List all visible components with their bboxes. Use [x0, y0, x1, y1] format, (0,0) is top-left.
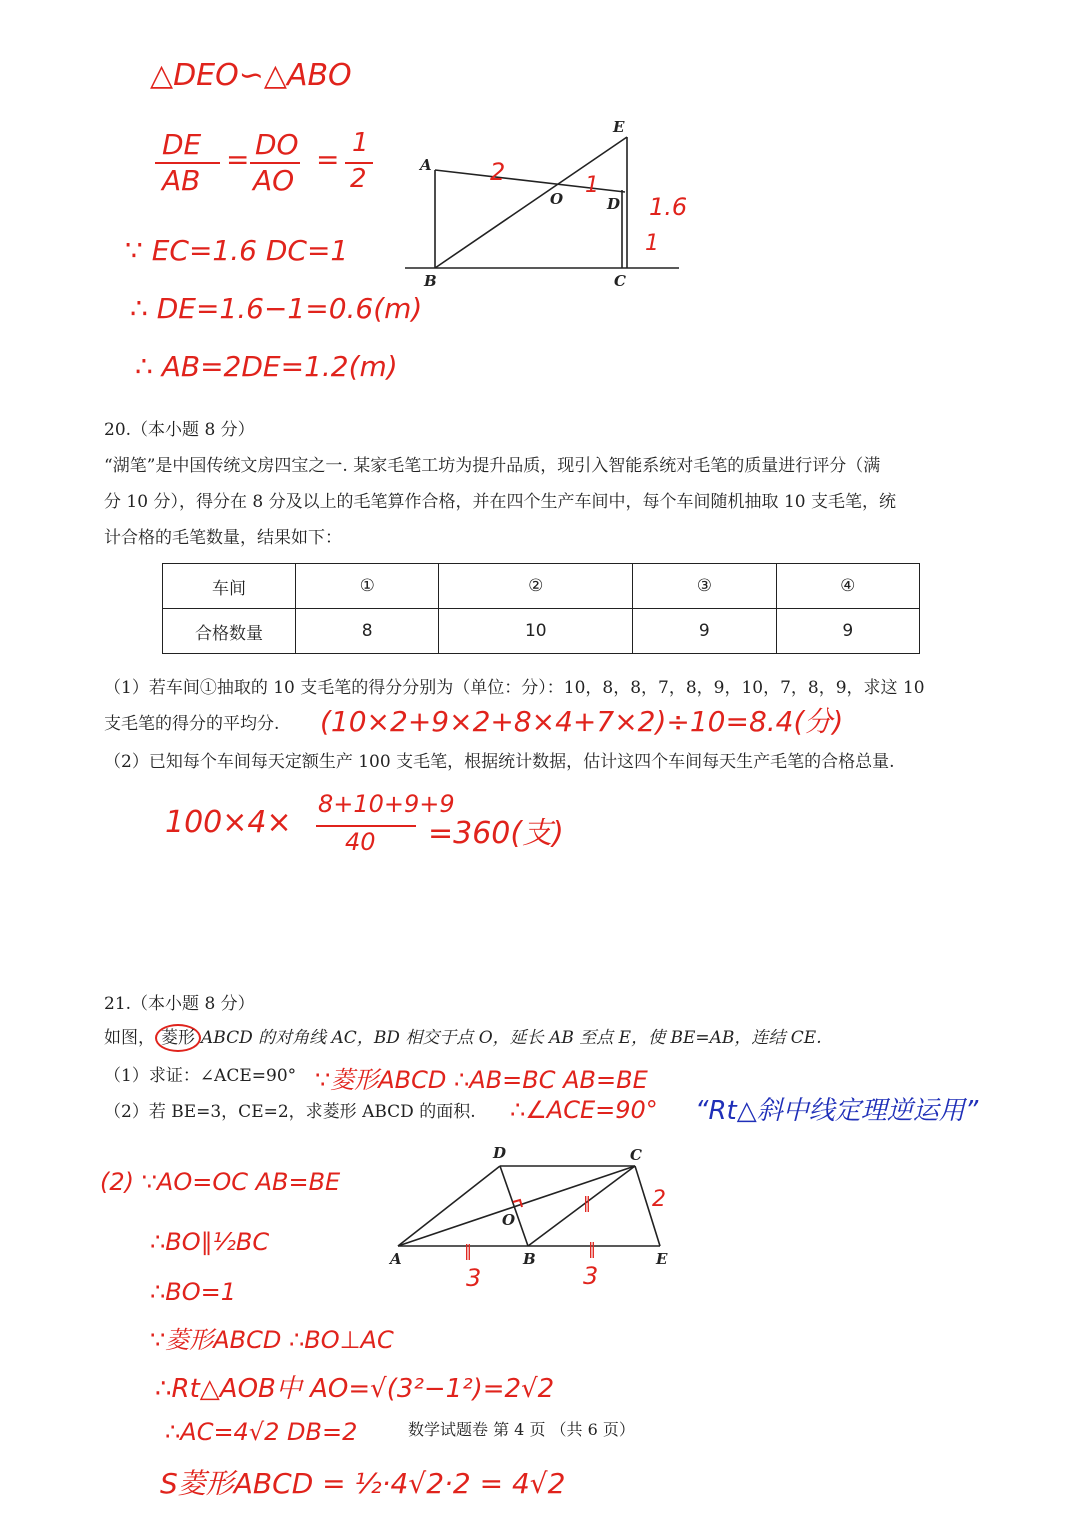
q21-label-b: B	[523, 1250, 536, 1268]
q19-label-e: E	[613, 118, 625, 136]
q21-line-bc	[528, 1166, 635, 1246]
q21-paragraph	[104, 1024, 984, 1052]
table-cell: 8	[296, 609, 439, 654]
q21-step-3: ∴BO=1	[150, 1278, 237, 1306]
q20-sub2-answer-right: =360(支)	[428, 816, 564, 851]
q21-step-7: S菱形ABCD = ½·4√2·2 = 4√2	[160, 1467, 566, 1500]
q19-ratio-ab: AB	[162, 164, 201, 197]
q21-sub1-answer-cont: ∴∠ACE=90°	[510, 1096, 658, 1124]
q21-tick-ab: ‖	[464, 1241, 472, 1260]
table-header-cell: ①	[296, 564, 439, 609]
q21-tick-bc: ‖	[583, 1193, 591, 1212]
q21-sub1-question: （1）求证：∠ACE=90°	[104, 1066, 297, 1086]
q21-sub1-answer: ∵菱形ABCD ∴AB=BC AB=BE	[315, 1066, 648, 1094]
q19-label-d: D	[607, 195, 621, 213]
q19-step-de: ∴ DE=1.6−1=0.6(m)	[130, 292, 423, 325]
table-row	[163, 564, 920, 609]
q21-label-a: A	[390, 1250, 402, 1268]
q19-similar-statement: △DEO∽△ABO	[150, 58, 352, 93]
q20-sub2-fraction-num: 8+10+9+9	[318, 790, 455, 818]
q19-half-num: 1	[352, 128, 369, 158]
q21-sub2-question: （2）若 BE=3，CE=2，求菱形 ABCD 的面积.	[104, 1102, 476, 1122]
q19-half-den: 2	[350, 164, 367, 194]
q20-paragraph-line1: “湖笔”是中国传统文房四宝之一. 某家毛笔工坊为提升品质，现引入智能系统对毛笔的质量进行评分（满	[104, 456, 881, 476]
q19-ratio-do: DO	[255, 128, 299, 161]
q21-title: 21.（本小题 8 分）	[104, 994, 255, 1014]
q21-figure	[380, 1140, 690, 1290]
q20-paragraph-line3: 计合格的毛笔数量，结果如下：	[104, 528, 342, 548]
q19-annot-1b: 1	[645, 231, 659, 256]
q21-annot-3b: 3	[583, 1262, 599, 1290]
q20-sub2-answer-left: 100×4×	[165, 805, 292, 840]
q20-sub1-line1: （1）若车间①抽取的 10 支毛笔的得分分别为（单位：分）：10，8，8，7，8，9，10，7，8，9，求这 10	[104, 678, 925, 698]
q19-label-b: B	[424, 272, 437, 290]
q20-sub1-answer: (10×2+9×2+8×4+7×2)÷10=8.4(分)	[320, 705, 844, 738]
q19-annot-16: 1.6	[649, 193, 688, 221]
q19-eq-1: =	[226, 143, 250, 176]
q21-para-rest: ABCD 的对角线 AC，BD 相交于点 O，延长 AB 至点 E，使 BE=AB，连结 CE.	[201, 1028, 822, 1048]
q19-eq-2: =	[316, 143, 340, 176]
table-header-cell: ③	[633, 564, 776, 609]
q20-paragraph-line2: 分 10 分），得分在 8 分及以上的毛笔算作合格，并在四个生产车间中，每个车间随机抽取 10 支毛笔，统	[104, 492, 897, 512]
q20-sub1-line2: 支毛笔的得分的平均分.	[104, 714, 280, 734]
q21-label-c: C	[630, 1146, 642, 1164]
q21-annot-2: 2	[652, 1187, 666, 1212]
q19-segment-be	[435, 137, 627, 268]
q19-label-c: C	[614, 272, 626, 290]
q21-line-ad	[398, 1166, 500, 1246]
q21-line-ac	[398, 1166, 635, 1246]
q21-step-6: ∴AC=4√2 DB=2	[165, 1418, 358, 1446]
q19-annot-1: 1	[585, 173, 599, 198]
q20-results-table	[162, 563, 920, 654]
table-header-cell: 车间	[163, 564, 296, 609]
q21-blue-note: “Rt△斜中线定理逆运用”	[695, 1096, 979, 1126]
q19-annot-2: 2	[490, 158, 506, 186]
q19-ratio-de: DE	[162, 128, 202, 161]
q19-figure	[395, 110, 695, 295]
table-row	[163, 609, 920, 654]
table-cell: 合格数量	[163, 609, 296, 654]
q21-tick-be: ‖	[588, 1239, 596, 1258]
table-cell: 9	[776, 609, 919, 654]
q19-ratio-ao: AO	[253, 164, 295, 197]
q21-line-bd	[500, 1166, 528, 1246]
q21-annot-3a: 3	[466, 1264, 482, 1290]
q19-label-o: O	[550, 190, 564, 208]
q20-sub2-fraction-den: 40	[345, 828, 376, 856]
q21-step-4: ∵菱形ABCD ∴BO⊥AC	[150, 1326, 394, 1354]
q20-title: 20.（本小题 8 分）	[104, 420, 255, 440]
q21-step-5: ∴Rt△AOB中 AO=√(3²−1²)=2√2	[155, 1374, 555, 1404]
table-header-cell: ④	[776, 564, 919, 609]
q21-step-2: ∴BO∥½BC	[150, 1228, 270, 1256]
q21-step-1: (2) ∵AO=OC AB=BE	[100, 1168, 341, 1196]
page-footer: 数学试题卷 第 4 页 （共 6 页）	[408, 1420, 635, 1439]
table-header-cell: ②	[439, 564, 633, 609]
q21-para-prefix: 如图，	[104, 1028, 155, 1048]
q21-circled-rhombus: 菱形	[155, 1024, 201, 1052]
table-cell: 10	[439, 609, 633, 654]
q21-label-d: D	[493, 1144, 507, 1162]
q19-label-a: A	[420, 156, 432, 174]
q19-step-given: ∵ EC=1.6 DC=1	[125, 234, 349, 267]
table-cell: 9	[633, 609, 776, 654]
q19-step-ab: ∴ AB=2DE=1.2(m)	[135, 350, 398, 383]
q21-label-e: E	[656, 1250, 668, 1268]
q20-sub2-fraction-bar	[316, 825, 416, 827]
q21-label-o: O	[502, 1211, 516, 1229]
q20-sub2-question: （2）已知每个车间每天定额生产 100 支毛笔，根据统计数据，估计这四个车间每天生产毛笔的合格总量.	[104, 752, 895, 772]
